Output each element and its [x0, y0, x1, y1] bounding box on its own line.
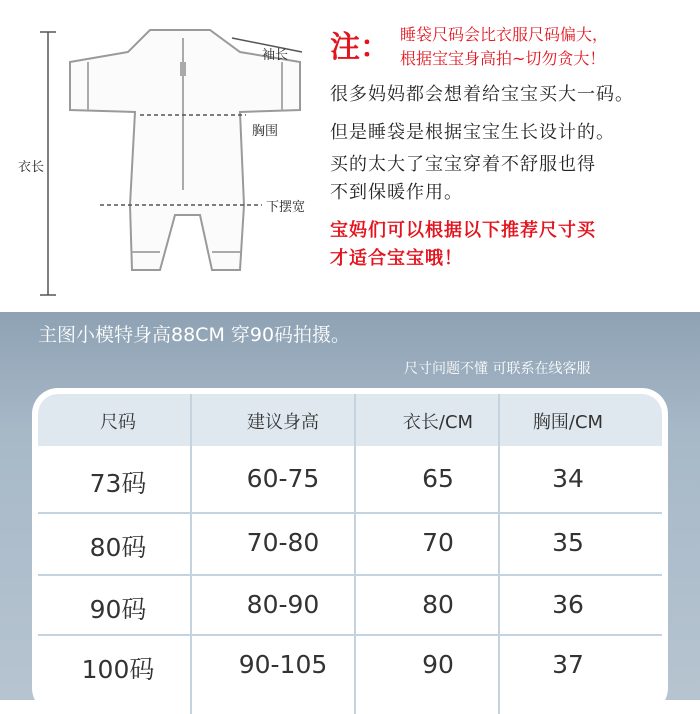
height-cell: 80-90: [246, 590, 320, 619]
size-table: [32, 388, 668, 714]
notice-mark: 注：: [330, 30, 390, 65]
notice-paragraph: 但是睡袋是根据宝宝生长设计的。: [330, 122, 615, 143]
chest-cell: 35: [552, 528, 584, 557]
garment-length-label: 衣长: [18, 160, 45, 175]
table-row: [38, 516, 662, 573]
height-cell: 90-105: [238, 650, 328, 679]
row-divider: [38, 574, 662, 576]
sleeve-length-label: 袖长: [262, 48, 289, 63]
chest-cell: 36: [552, 590, 584, 619]
row-divider: [38, 634, 662, 636]
chest-cell: 37: [552, 650, 584, 679]
size-chart-panel: [0, 312, 700, 700]
notice-line: 睡袋尺码会比衣服尺码偏大，: [400, 25, 609, 44]
notice-paragraph: 很多妈妈都会想着给宝宝买大一码。: [330, 84, 634, 105]
customer-service-note: 尺寸问题不懂 可联系在线客服: [404, 361, 591, 377]
length-cell: 65: [422, 464, 454, 493]
length-cell: 70: [422, 528, 454, 557]
height-cell: 70-80: [246, 528, 320, 557]
row-divider: [38, 512, 662, 514]
notice-paragraph: 买的太大了宝宝穿着不舒服也得: [330, 154, 596, 175]
size-cell: 90码: [89, 595, 147, 624]
size-cell: 80码: [89, 533, 147, 562]
model-caption: 主图小模特身高88CM 穿90码拍摄。: [38, 324, 351, 346]
notice-line: 根据宝宝身高拍~切勿贪大！: [400, 49, 606, 68]
table-header: [38, 394, 662, 446]
chest-cell: 34: [552, 464, 584, 493]
size-cell: 100码: [81, 655, 155, 684]
table-row: [38, 578, 662, 635]
notice-highlight: 才适合宝宝哦！: [330, 248, 463, 269]
header-size: 尺码: [100, 412, 136, 433]
product-info-panel: [0, 0, 700, 312]
notice-paragraph: 不到保暖作用。: [330, 182, 463, 203]
header-height: 建议身高: [247, 412, 319, 433]
header-length: 衣长/CM: [402, 412, 474, 433]
hem-width-label: 下摆宽: [266, 200, 306, 215]
length-cell: 90: [422, 650, 454, 679]
chest-width-label: 胸围: [252, 124, 279, 139]
height-cell: 60-75: [246, 464, 320, 493]
notice-highlight: 宝妈们可以根据以下推荐尺寸买: [330, 220, 596, 241]
header-chest: 胸围/CM: [532, 412, 604, 433]
length-cell: 80: [422, 590, 454, 619]
table-row: [38, 638, 662, 695]
size-cell: 73码: [89, 469, 147, 498]
table-row: [38, 452, 662, 509]
